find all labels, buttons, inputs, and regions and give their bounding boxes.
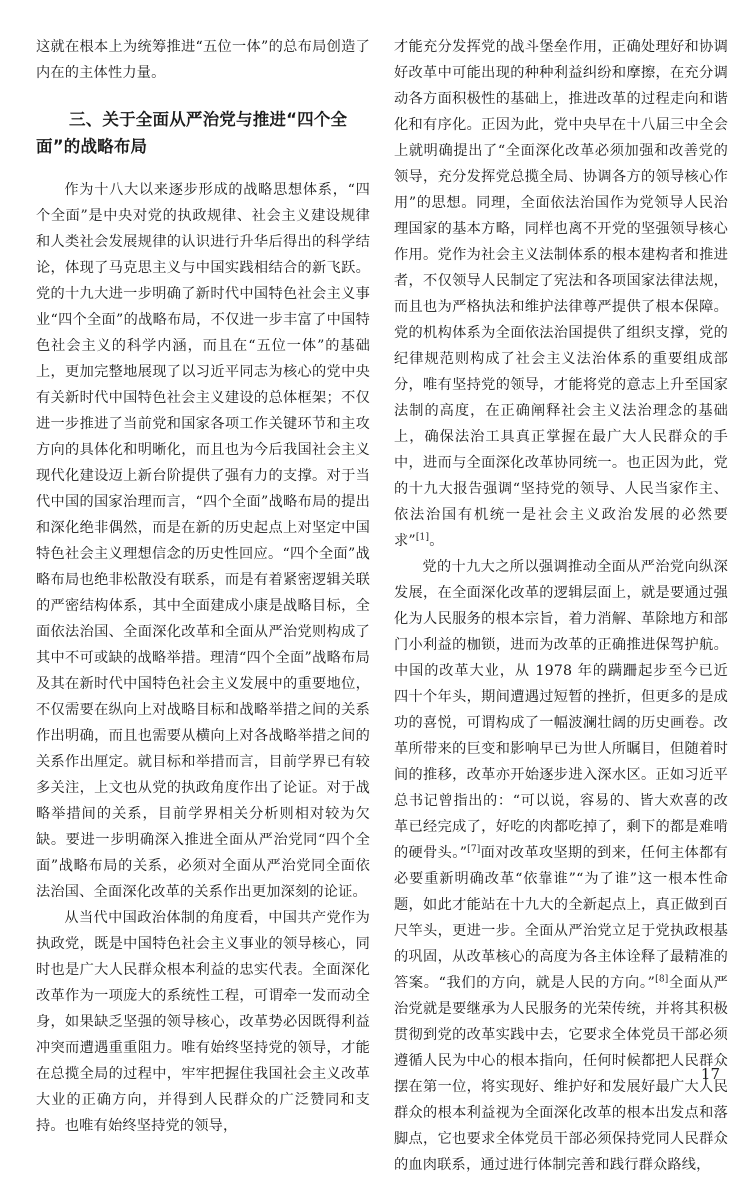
paragraph-text: 党的十九大之所以强调推动全面从严治党向纵深发展，在全面深化改革的逻辑层面上，就是要通过强化为人民服务的根本宗旨，着力消解、革除地方和部门小利益的枷锁，进而为改革的正确推进保驾护航。中国的改革大业，从 1978 年的蹒跚起步至今已近四十个年头，期间遭遇过短暂的挫折，但更多的是成功的喜悦，可谓构成了一幅波澜壮阔的历史画卷。改革所带来的巨变和影响早已为世人所瞩目，但随着时间的推移，改革亦开始逐步进入深水区。正如习近平总书记曾指出的：“可以说，容易的、皆大欢喜的改革已经完成了，好吃的肉都吃掉了，剩下的都是难啃的硬骨头。” xyxy=(394,559,728,861)
reference-marker: [7] xyxy=(467,844,481,855)
paragraph-text: 才能充分发挥党的战斗堡垒作用，正确处理好和协调好改革中可能出现的种种利益纠纷和摩擦，在充分调动各方面积极性的基础上，推进改革的过程走向和谐化和有序化。正因为此，党中央早在十八届三中全会上就明确提出了“全面深化改革必须加强和改善党的领导，充分发挥党总揽全局、协调各方的领导核心作用”的思想。同理，全面依法治国作为党领导人民治理国家的基本方略，同样也离不开党的坚强领导核心作用。党作为社会主义法制体系的根本建构者和推进者，不仅领导人民制定了宪法和各项国家法律法规，而且也为严格执法和维护法律尊严提供了根本保障。党的机构体系为全面依法治国提供了组织支撑，党的纪律规范则构成了社会主义法治体系的重要组成部分，唯有坚持党的领导，才能将党的意志上升至国家法制的高度，在正确阐释社会主义法治理念的基础上，确保法治工具真正掌握在最广大人民群众的手中，进而与全面深化改革协同统一。也正因为此，党的十九大报告强调“坚持党的领导、人民当家作主、依法治国有机统一是社会主义政治发展的必然要求” xyxy=(394,39,728,549)
paragraph xyxy=(394,554,728,1178)
left-column xyxy=(36,34,370,1139)
paragraph-continuation: 这就在根本上为统筹推进“五位一体”的总布局创造了内在的主体性力量。 xyxy=(36,39,370,81)
paragraph-text: 面对改革攻坚期的到来，任何主体都有必要重新明确改革“依靠谁”“为了谁”这一根本性命题，如此才能站在十九大的全新起点上，真正做到百尺竿头，更进一步。全面从严治党立足于党执政根基的巩固，从改革核心的高度为各主体诠释了最精准的答案。“我们的方向，就是人民的方向。” xyxy=(394,845,729,991)
paragraph: 作为十八大以来逐步形成的战略思想体系，“四个全面”是中央对党的执政规律、社会主义建设规律和人类社会发展规律的认识进行升华后得出的科学结论，体现了马克思主义与中国实践相结合的新飞跃。党的十九大进一步明确了新时代中国特色社会主义事业“四个全面”的战略布局，不仅进一步丰富了中国特色社会主义的科学内涵，而且在“五位一体”的基础上，更加完整地展现了以习近平同志为核心的党中央有关新时代中国特色社会主义建设的总体框架；不仅进一步推进了当前党和国家各项工作关键环节和主攻方向的具体化和明晰化，而且也为今后我国社会主义现代化建设迈上新台阶提供了强有力的支撑。对于当代中国的国家治理而言，“四个全面”战略布局的提出和深化绝非偶然，而是在新的历史起点上对坚定中国特色社会主义理想信念的历史性回应。“四个全面”战略布局也绝非松散没有联系，而是有着紧密逻辑关联的严密结构体系，其中全面建成小康是战略目标，全面依法治国、全面深化改革和全面从严治党则构成了其中不可或缺的战略举措。理清“四个全面”战略布局及其在新时代中国特色社会主义发展中的重要地位，不仅需要在纵向上对战略目标和战略举措之间的关系作出明确，而且也需要从横向上对各战略举措之间的关系作出厘定。就目标和举措而言，目前学界已有较多关注，上文也从党的执政角度作出了论证。对于战略举措间的关系，目前学界相关分析则相对较为欠缺。要进一步明确深入推进全面从严治党同“四个全面”战略布局的关系，必须对全面从严治党同全面依法治国、全面深化改革的关系作出更加深刻的论证。 xyxy=(36,182,370,900)
paragraph-text: 全面从严治党就是要继承为人民服务的光荣传统，并将其积极贯彻到党的改革实践中去，它要求全体党员干部必须遵循人民为中心的根本指向，任何时候都把人民群众摆在第一位，将实现好、维护好和发展好最广大人民群众的根本利益视为全面深化改革的根本出发点和落脚点，它也要求全体党员干部必须保持党同人民群众的血肉联系，通过进行体制完善和践行群众路线， xyxy=(394,975,728,1173)
paragraph-continuation xyxy=(394,34,728,554)
reference-marker: [8] xyxy=(655,974,669,985)
right-column xyxy=(394,34,728,1178)
reference-marker: [1] xyxy=(415,532,430,543)
paragraph-text: 。 xyxy=(429,533,444,549)
section-heading: 三、关于全面从严治党与推进“四个全面”的战略布局 xyxy=(36,110,348,156)
paragraph: 从当代中国政治体制的角度看，中国共产党作为执政党，既是中国特色社会主义事业的领导核心，同时也是广大人民群众根本利益的忠实代表。全面深化改革作为一项庞大的系统性工程，可谓牵一发而动全身，如果缺乏坚强的领导核心，改革势必因既得利益冲突而遭遇重重阻力。唯有始终坚持党的领导，才能在总揽全局的过程中，牢牢把握住我国社会主义改革大业的正确方向，并得到人民群众的广泛赞同和支持。也唯有始终坚持党的领导， xyxy=(36,910,370,1134)
page-number: 17 xyxy=(700,1065,720,1083)
